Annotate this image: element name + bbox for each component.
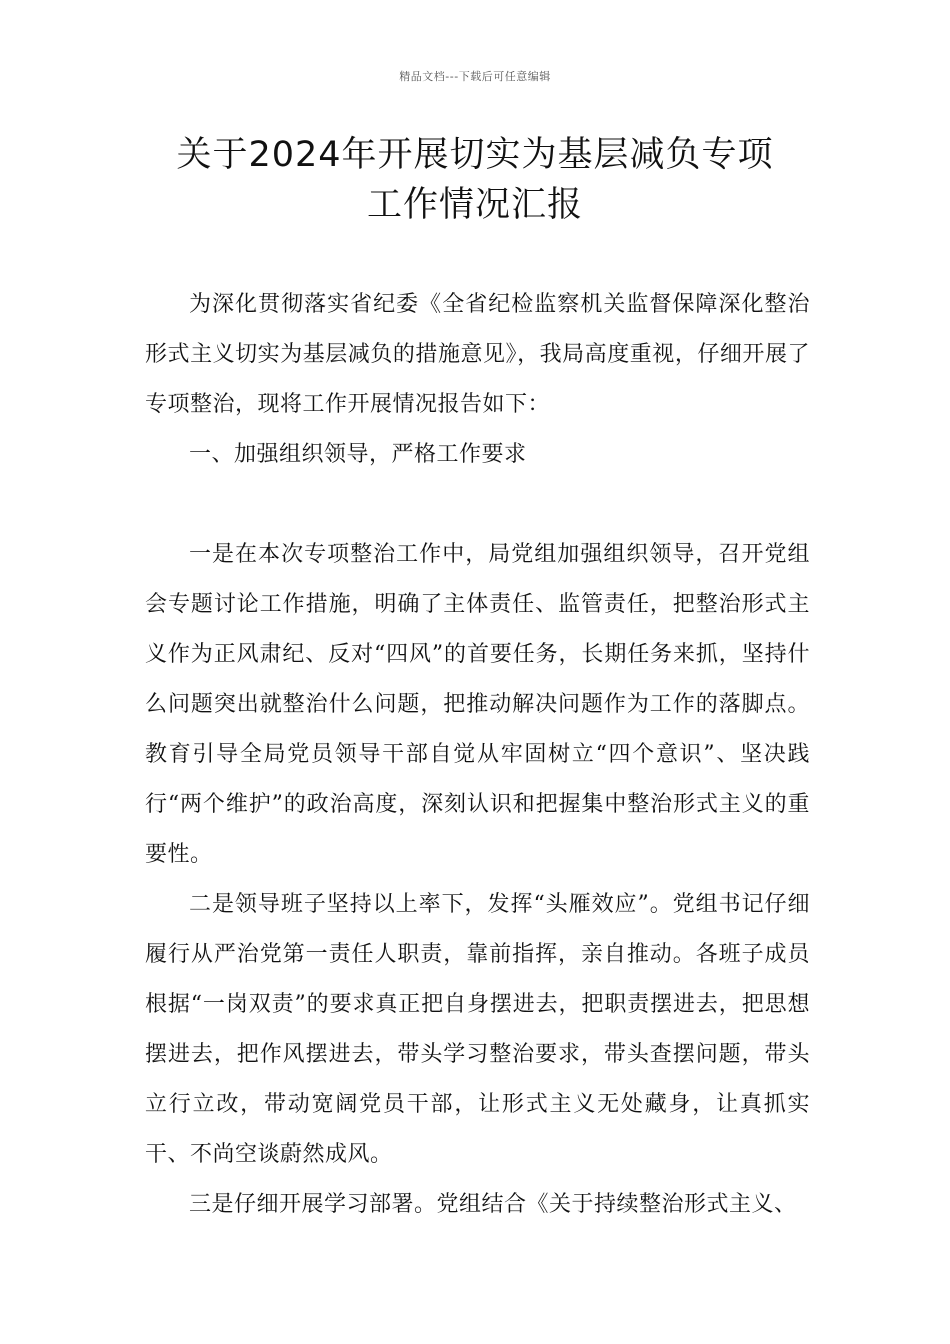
section-heading-1: 一、加强组织领导，严格工作要求 xyxy=(189,442,527,467)
paragraph-1: 一是在本次专项整治工作中，局党组加强组织领导，召开党组会专题讨论工作措施，明确了主体责任、监管责任，把整治形式主义作为正风肃纪、反对“四风”的首要任务，长期任务来抓，坚持什么问题突出就整治什么问题，把推动解决问题作为工作的落脚点。教育引导全局党员领导干部自觉从牢固树立“四个意识”、坚决践行“两个维护”的政治高度，深刻认识和把握集中整治形式主义的重要性。 xyxy=(145,542,810,867)
title-line-1: 关于2024年开展切实为基层减负专项 xyxy=(176,135,774,175)
intro-paragraph: 为深化贯彻落实省纪委《全省纪检监察机关监督保障深化整治形式主义切实为基层减负的措施意见》，我局高度重视，仔细开展了专项整治，现将工作开展情况报告如下： xyxy=(145,292,810,417)
paragraph-gap xyxy=(145,480,810,530)
document-body xyxy=(145,280,810,1230)
paragraph-2: 二是领导班子坚持以上率下，发挥“头雁效应”。党组书记仔细履行从严治党第一责任人职责，靠前指挥，亲自推动。各班子成员根据“一岗双责”的要求真正把自身摆进去，把职责摆进去，把思想摆进去，把作风摆进去，带头学习整治要求，带头查摆问题，带头立行立改，带动宽阔党员干部，让形式主义无处藏身，让真抓实干、不尚空谈蔚然成风。 xyxy=(145,892,810,1167)
paragraph-3: 三是仔细开展学习部署。党组结合《关于持续整治形式主义、 xyxy=(189,1192,797,1217)
document-header-note: 精品文档---下载后可任意编辑 xyxy=(399,70,551,83)
title-line-2: 工作情况汇报 xyxy=(366,185,583,225)
document-title xyxy=(120,130,830,230)
